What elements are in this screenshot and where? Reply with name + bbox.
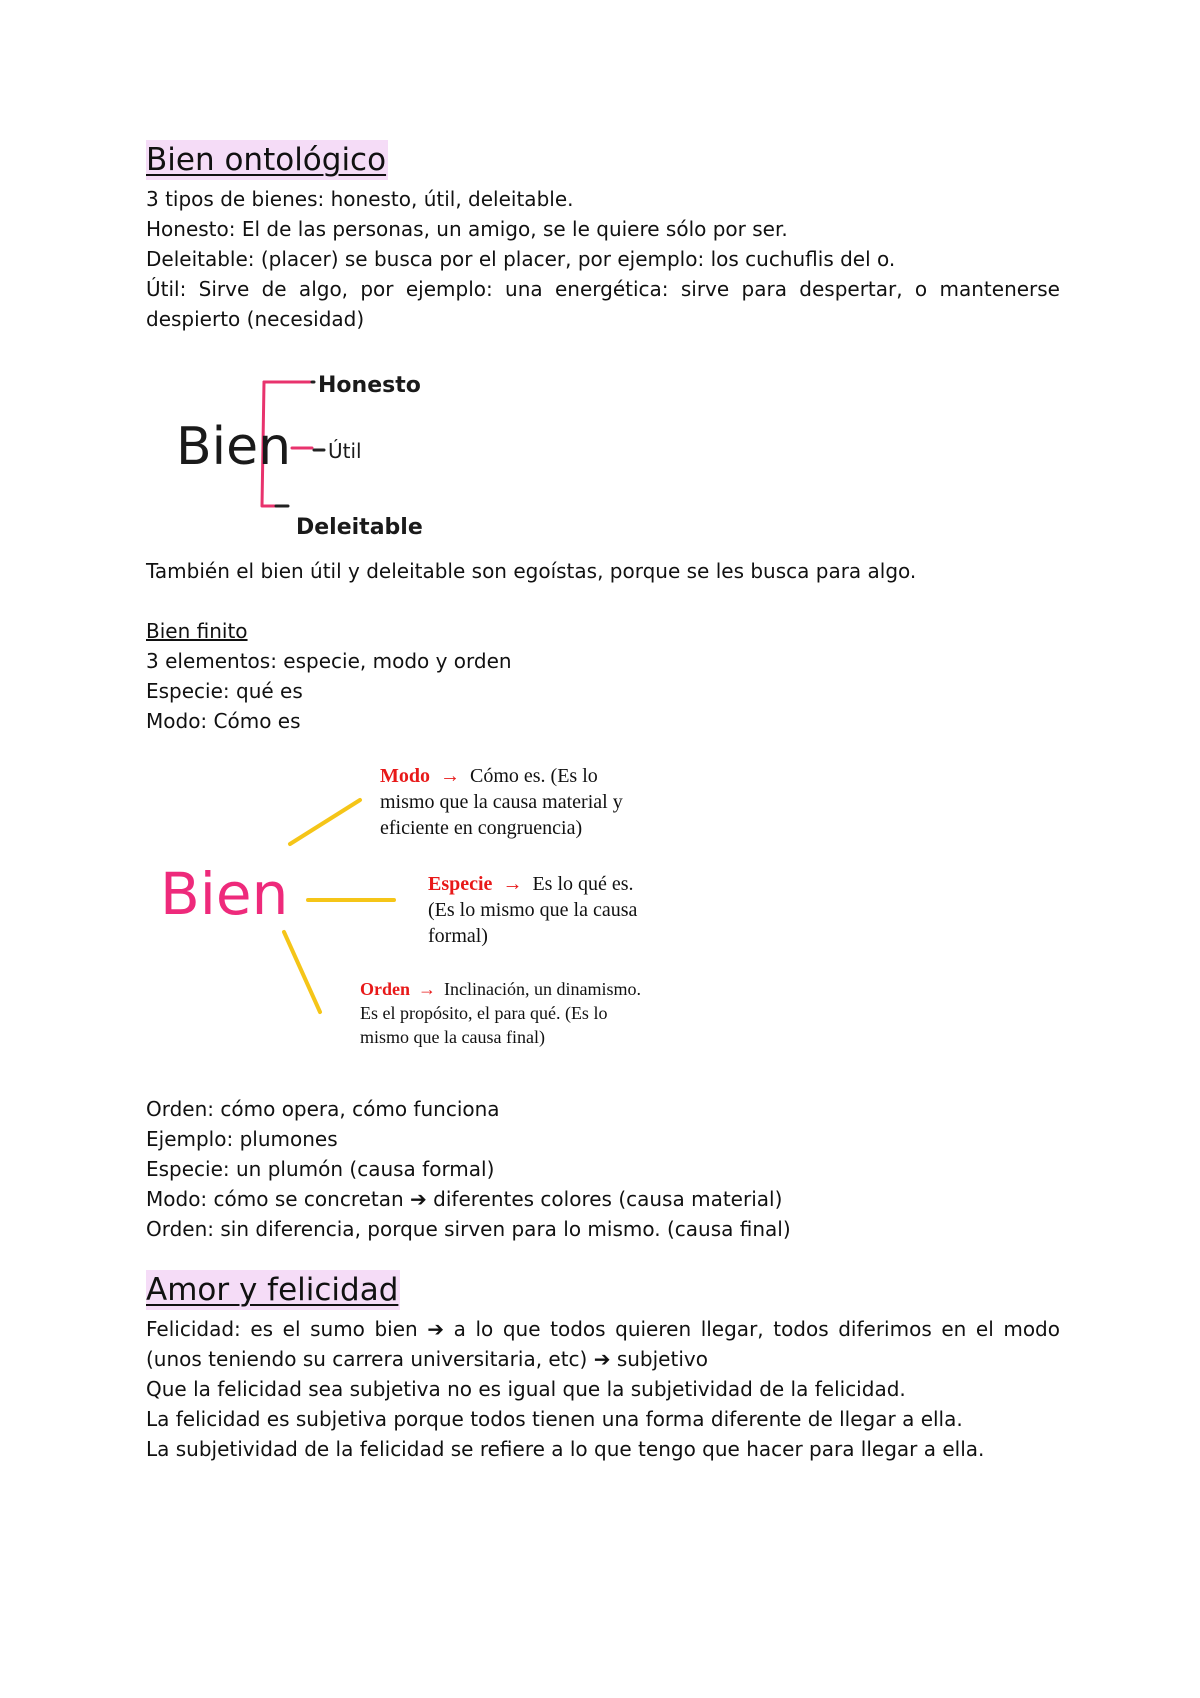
line: Orden: sin diferencia, porque sirven para lo mismo. (causa final) <box>146 1217 791 1241</box>
text-line: (Es lo mismo que la causa <box>428 899 638 921</box>
line: Orden: cómo opera, cómo funciona <box>146 1097 500 1121</box>
line: 3 elementos: especie, modo y orden <box>146 649 512 673</box>
text-line: Es el propósito, el para qué. (Es lo <box>360 1003 608 1023</box>
line: Deleitable: (placer) se busca por el placer, por ejemplo: los cuchuflis del o. <box>146 247 896 271</box>
felicidad-paragraph: Felicidad: es el sumo bien ➔ a lo que todos quieren llegar, todos diferimos en el modo (unos teniendo su carrera universitaria, etc) ➔ subjetivo <box>146 1317 1060 1371</box>
subtitle-bien-finito <box>146 616 1060 646</box>
diagram1-branch-util: Útil <box>328 439 362 463</box>
document-page-2 <box>146 556 1060 736</box>
text-line: Cómo es. (Es lo <box>470 765 598 787</box>
document-page-3 <box>146 1094 1060 1464</box>
line: La felicidad es subjetiva porque todos tienen una forma diferente de llegar a ella. <box>146 1407 963 1431</box>
diagram2-root: Bien <box>160 860 289 928</box>
term-modo: Modo <box>380 765 430 787</box>
section-title-bien-ontologico: Bien ontológico <box>146 142 387 178</box>
subjetividad-paragraph: La subjetividad de la felicidad se refiere a lo que tengo que hacer para llegar a ella. <box>146 1437 985 1461</box>
after-diagram-line: También el bien útil y deleitable son egoístas, porque se les busca para algo. <box>146 559 917 583</box>
svg-text:Modo→Cómo es. (Es lo <box>380 765 598 787</box>
line: Especie: qué es <box>146 679 303 703</box>
item-orden <box>360 979 641 1048</box>
diagram1-root: Bien <box>176 417 292 477</box>
item-especie <box>428 873 638 947</box>
text-line: Es lo qué es. <box>532 873 634 895</box>
document-page <box>146 140 1060 334</box>
line-modo <box>290 800 360 844</box>
term-especie: Especie <box>428 873 493 895</box>
util-paragraph: Útil: Sirve de algo, por ejemplo: una energética: sirve para despertar, o mantenerse despierto (necesidad) <box>146 277 1060 331</box>
arrow-icon: → <box>440 765 460 787</box>
bien-finito-diagram <box>150 752 670 1062</box>
line: 3 tipos de bienes: honesto, útil, deleitable. <box>146 187 574 211</box>
line: Que la felicidad sea subjetiva no es igual que la subjetividad de la felicidad. <box>146 1377 906 1401</box>
arrow-icon: → <box>418 979 437 999</box>
bien-types-diagram <box>176 364 456 554</box>
svg-text:Especie→Es lo qué es. <box>428 873 634 895</box>
text-line: Inclinación, un dinamismo. <box>444 979 641 999</box>
item-modo <box>380 765 623 839</box>
line-orden <box>284 932 320 1012</box>
arrow-icon: → <box>502 873 523 895</box>
text-line: eficiente en congruencia) <box>380 817 583 839</box>
diagram1-branch-honesto: Honesto <box>318 373 421 398</box>
text-line: formal) <box>428 925 488 947</box>
text-line: mismo que la causa material y <box>380 791 623 813</box>
line: Especie: un plumón (causa formal) <box>146 1157 495 1181</box>
svg-text:Orden→Inclinación, un dinamism <box>360 979 641 999</box>
section-title-amor-felicidad: Amor y felicidad <box>146 1272 399 1308</box>
line: Ejemplo: plumones <box>146 1127 338 1151</box>
line: Modo: Cómo es <box>146 709 301 733</box>
diagram1-branch-deleitable: Deleitable <box>296 515 423 540</box>
term-orden: Orden <box>360 979 411 999</box>
text-line: mismo que la causa final) <box>360 1027 545 1047</box>
line: Modo: cómo se concretan ➔ diferentes colores (causa material) <box>146 1187 783 1211</box>
subtitle-text: Bien finito <box>146 619 248 643</box>
line: Honesto: El de las personas, un amigo, se le quiere sólo por ser. <box>146 217 788 241</box>
